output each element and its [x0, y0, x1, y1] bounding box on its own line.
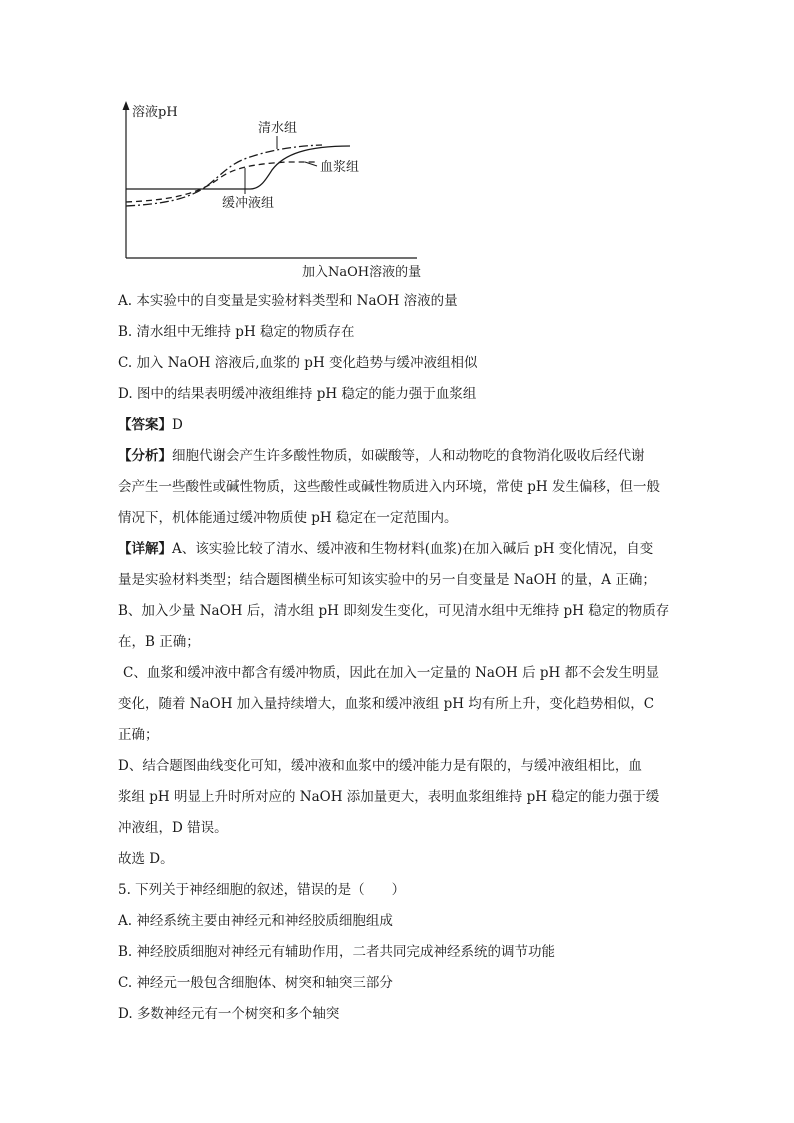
ph-curve-figure — [112, 96, 442, 281]
buffer-label: 缓冲液组 — [222, 196, 275, 211]
option-a: A. 本实验中的自变量是实验材料类型和 NaOH 溶液的量 — [118, 293, 458, 309]
q5-option-b: B. 神经胶质细胞对神经元有辅助作用，二者共同完成神经系统的调节功能 — [118, 944, 556, 960]
buffer-curve — [126, 146, 350, 189]
option-c: C. 加入 NaOH 溶液后,血浆的 pH 变化趋势与缓冲液组相似 — [118, 355, 478, 371]
detail-line-9: 浆组 pH 明显上升时所对应的 NaOH 添加量更大，表明血浆组维持 pH 稳定的能力强于缓 — [118, 789, 660, 805]
detail-line-7: 正确； — [118, 727, 159, 743]
option-d: D. 图中的结果表明缓冲液组维持 pH 稳定的能力强于血浆组 — [118, 386, 477, 402]
detail-line-2: 量是实验材料类型；结合题图横坐标可知该实验中的另一自变量是 NaOH 的量，A 正确； — [118, 572, 656, 588]
question-5-stem: 5. 下列关于神经细胞的叙述，错误的是（ ） — [118, 882, 406, 898]
analysis-line-2: 会产生一些酸性或碱性物质，这些酸性或碱性物质进入内环境，常使 pH 发生偏移，但一般 — [118, 479, 660, 495]
detail-line-1: 【详解】A、该实验比较了清水、缓冲液和生物材料(血浆)在加入碱后 pH 变化情况，自变 — [118, 541, 654, 557]
analysis-line-1: 【分析】细胞代谢会产生许多酸性物质，如碳酸等，人和动物吃的食物消化吸收后经代谢 — [118, 448, 645, 464]
q5-option-d: D. 多数神经元有一个树突和多个轴突 — [118, 1006, 340, 1022]
detail-line-6: 变化，随着 NaOH 加入量持续增大，血浆和缓冲液组 pH 均有所上升，变化趋势相似，C — [118, 696, 655, 712]
x-axis-label: 加入NaOH溶液的量 — [302, 265, 422, 280]
detail-line-11: 故选 D。 — [118, 851, 174, 867]
ph-curve-chart — [112, 96, 442, 281]
analysis-tag: 【分析】 — [118, 448, 172, 464]
answer-value: D — [172, 417, 183, 433]
detail-tag: 【详解】 — [118, 541, 172, 557]
q5-option-c: C. 神经元一般包含细胞体、树突和轴突三部分 — [118, 975, 393, 991]
answer-tag: 【答案】 — [118, 417, 172, 433]
q5-option-a: A. 神经系统主要由神经元和神经胶质细胞组成 — [118, 913, 393, 929]
y-axis-label: 溶液pH — [132, 105, 178, 120]
detail-line-4: 在，B 正确； — [118, 634, 200, 650]
analysis-line-3: 情况下，机体能通过缓冲物质使 pH 稳定在一定范围内。 — [118, 510, 458, 526]
plasma-label: 血浆组 — [320, 160, 360, 175]
question-content — [118, 286, 678, 1030]
detail-line-8: D、结合题图曲线变化可知，缓冲液和血浆中的缓冲能力是有限的，与缓冲液组相比，血 — [118, 758, 642, 774]
answer-line — [118, 410, 678, 441]
detail-line-5: C、血浆和缓冲液中都含有缓冲物质，因此在加入一定量的 NaOH 后 pH 都不会发生明显 — [123, 665, 660, 681]
clear-water-label: 清水组 — [258, 121, 298, 136]
y-axis-arrow — [123, 101, 130, 110]
detail-line-10: 冲液组，D 错误。 — [118, 820, 228, 836]
option-b: B. 清水组中无维持 pH 稳定的物质存在 — [118, 324, 355, 340]
detail-line-3: B、加入少量 NaOH 后，清水组 pH 即刻发生变化，可见清水组中无维持 pH 稳定的物质存 — [118, 603, 670, 619]
